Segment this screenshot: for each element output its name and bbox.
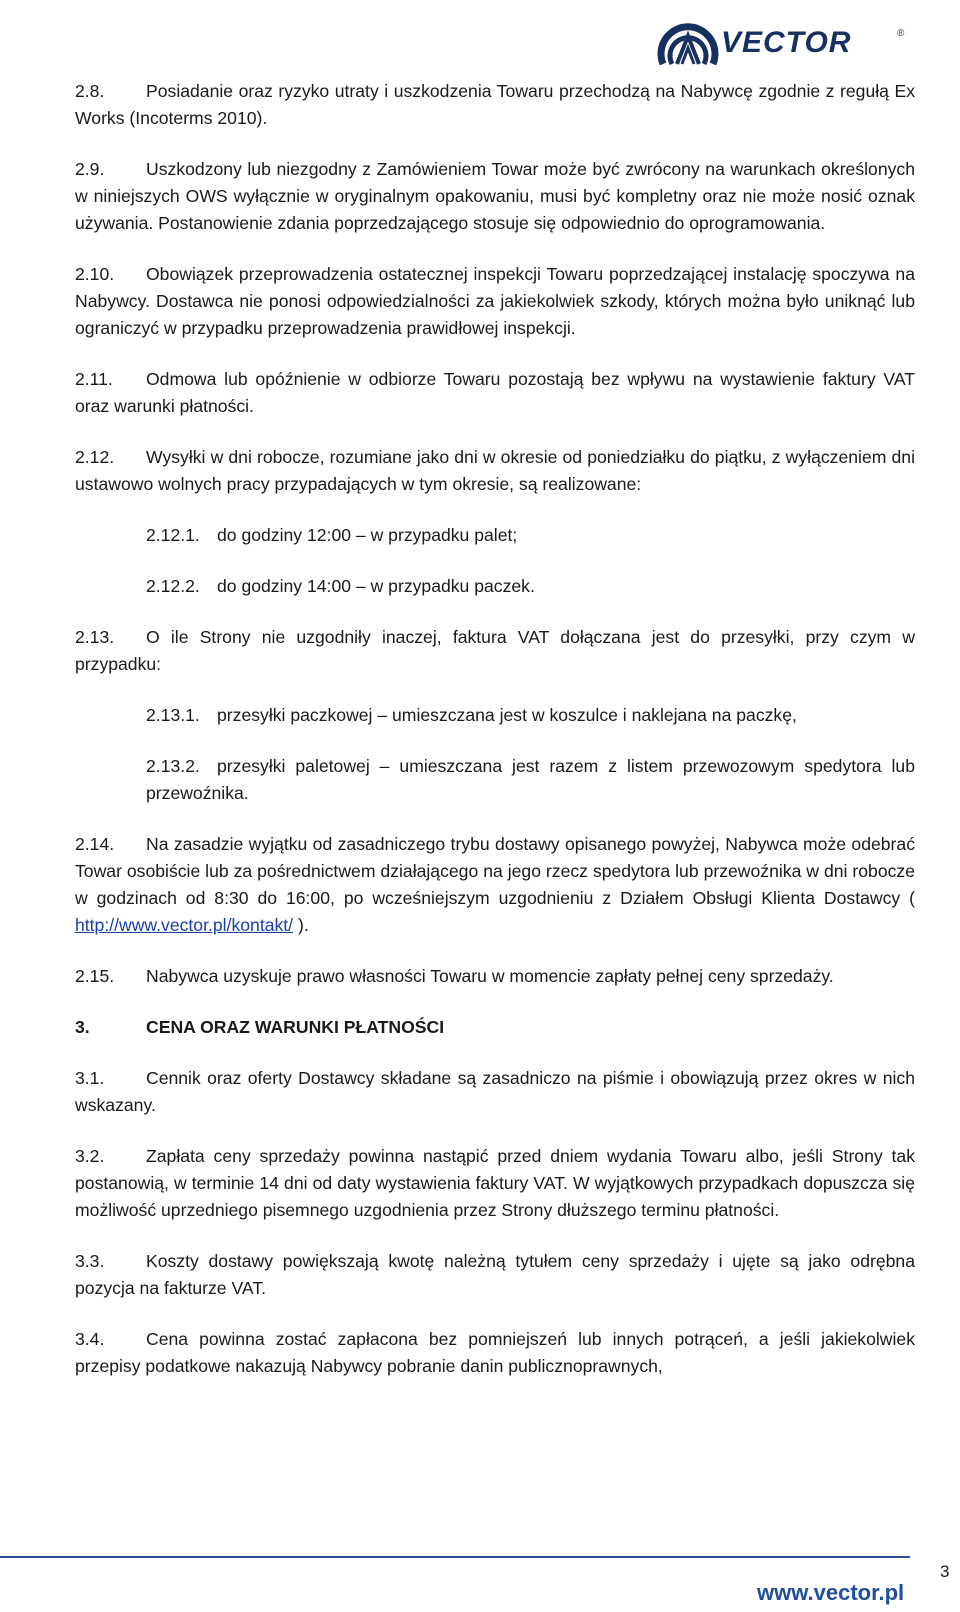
clause-2-13-2 — [146, 753, 915, 807]
clause-number: 2.10. — [75, 264, 115, 284]
clause-text-end: ). — [293, 915, 309, 935]
clause-text: Wysyłki w dni robocze, rozumiane jako dni w okresie od poniedziałku do piątku, z wyłączeniem dni ustawowo wolnych pracy przypadających w tym okresie, są realizowane: — [75, 447, 915, 494]
section-heading-3 — [75, 1014, 915, 1041]
clause-number: 3.1. — [75, 1068, 105, 1088]
clause-3-2 — [75, 1143, 915, 1224]
clause-number: 3.2. — [75, 1146, 105, 1166]
clause-number: 2.11. — [75, 369, 113, 389]
clause-2-15 — [75, 963, 915, 990]
clause-number: 2.13. — [75, 627, 115, 647]
clause-text: O ile Strony nie uzgodniły inaczej, faktura VAT dołączana jest do przesyłki, przy czym w przypadku: — [75, 627, 915, 674]
clause-2-12 — [75, 444, 915, 498]
clause-2-12-2 — [146, 573, 915, 600]
clause-text: Koszty dostawy powiększają kwotę należną tytułem ceny sprzedaży i ujęte są jako odrębna pozycja na fakturze VAT. — [75, 1251, 915, 1298]
clause-text: Cennik oraz oferty Dostawcy składane są zasadniczo na piśmie i obowiązują przez okres w nich wskazany. — [75, 1068, 915, 1115]
clause-text: przesyłki paczkowej – umieszczana jest w koszulce i naklejana na paczkę, — [217, 705, 797, 725]
clause-number: 2.12.2. — [146, 576, 200, 596]
clause-3-3 — [75, 1248, 915, 1302]
clause-text: do godziny 12:00 – w przypadku palet; — [217, 525, 518, 545]
clause-text: Nabywca uzyskuje prawo własności Towaru w momencie zapłaty pełnej ceny sprzedaży. — [146, 966, 834, 986]
clause-text: Na zasadzie wyjątku od zasadniczego trybu dostawy opisanego powyżej, Nabywca może odebrać Towar osobiście lub za pośrednictwem działającego na jego rzecz spedytora lub przewoźnika w dni robocze w godzinach od 8:30 do 16:00, po wcześniejszym uzgodnieniu z Działem Obsługi Klienta Dostawcy ( — [75, 834, 915, 908]
clause-2-11 — [75, 366, 915, 420]
clause-text: Obowiązek przeprowadzenia ostatecznej inspekcji Towaru poprzedzającej instalację spoczywa na Nabywcy. Dostawca nie ponosi odpowiedzialności za jakiekolwiek szkody, których można było uniknąć lub ograniczyć w przypadku przeprowadzenia prawidłowej inspekcji. — [75, 264, 915, 338]
clause-text: do godziny 14:00 – w przypadku paczek. — [217, 576, 535, 596]
page-number: 3 — [940, 1562, 950, 1581]
clause-2-13 — [75, 624, 915, 678]
section-number: 3. — [75, 1017, 90, 1037]
clause-number: 2.13.1. — [146, 705, 200, 725]
vector-logo-icon — [657, 6, 719, 68]
clause-number: 2.14. — [75, 834, 115, 854]
clause-number: 2.13.2. — [146, 756, 200, 776]
footer-divider — [0, 1556, 910, 1558]
clause-2-13-1 — [146, 702, 915, 729]
clause-2-12-1 — [146, 522, 915, 549]
clause-text: Uszkodzony lub niezgodny z Zamówieniem Towar może być zwrócony na warunkach określonych w niniejszych OWS wyłącznie w oryginalnym opakowaniu, musi być kompletny oraz nie może nosić oznak używania. Postanowienie zdania poprzedzającego stosuje się odpowiednio do oprogramowania. — [75, 159, 915, 233]
contact-link[interactable]: http://www.vector.pl/kontakt/ — [75, 915, 294, 935]
clause-3-4 — [75, 1326, 915, 1380]
clause-text: Zapłata ceny sprzedaży powinna nastąpić przed dniem wydania Towaru albo, jeśli Strony tak postanowią, w terminie 14 dni od daty wystawienia faktury VAT. W wyjątkowych przypadkach dopuszcza się możliwość uprzedniego pisemnego uzgodnienia przez Strony dłuższego terminu płatności. — [75, 1146, 915, 1220]
clause-number: 2.12. — [75, 447, 115, 467]
clause-number: 2.15. — [75, 966, 115, 986]
logo-registered-mark: ® — [897, 28, 905, 39]
vector-logo — [657, 6, 917, 68]
clause-number: 3.4. — [75, 1329, 105, 1349]
clause-text: Odmowa lub opóźnienie w odbiorze Towaru pozostają bez wpływu na wystawienie faktury VAT oraz warunki płatności. — [75, 369, 915, 416]
clause-text: Cena powinna zostać zapłacona bez pomniejszeń lub innych potrąceń, a jeśli jakiekolwiek przepisy podatkowe nakazują Nabywcy pobranie danin publicznoprawnych, — [75, 1329, 915, 1376]
clause-text: przesyłki paletowej – umieszczana jest razem z listem przewozowym spedytora lub przewoźnika. — [146, 756, 915, 803]
clause-number: 3.3. — [75, 1251, 105, 1271]
footer-website: www.vector.pl — [757, 1580, 905, 1605]
clause-2-10 — [75, 261, 915, 342]
clause-2-8 — [75, 78, 915, 132]
clause-number: 2.12.1. — [146, 525, 200, 545]
section-title: CENA ORAZ WARUNKI PŁATNOŚCI — [146, 1017, 445, 1037]
clause-number: 2.8. — [75, 81, 105, 101]
clause-3-1 — [75, 1065, 915, 1119]
clause-2-9 — [75, 156, 915, 237]
document-body — [75, 78, 915, 1404]
clause-text: Posiadanie oraz ryzyko utraty i uszkodzenia Towaru przechodzą na Nabywcę zgodnie z regułą Ex Works (Incoterms 2010). — [75, 81, 915, 128]
logo-wordmark: VECTOR — [721, 26, 852, 59]
clause-number: 2.9. — [75, 159, 105, 179]
clause-2-14 — [75, 831, 915, 939]
